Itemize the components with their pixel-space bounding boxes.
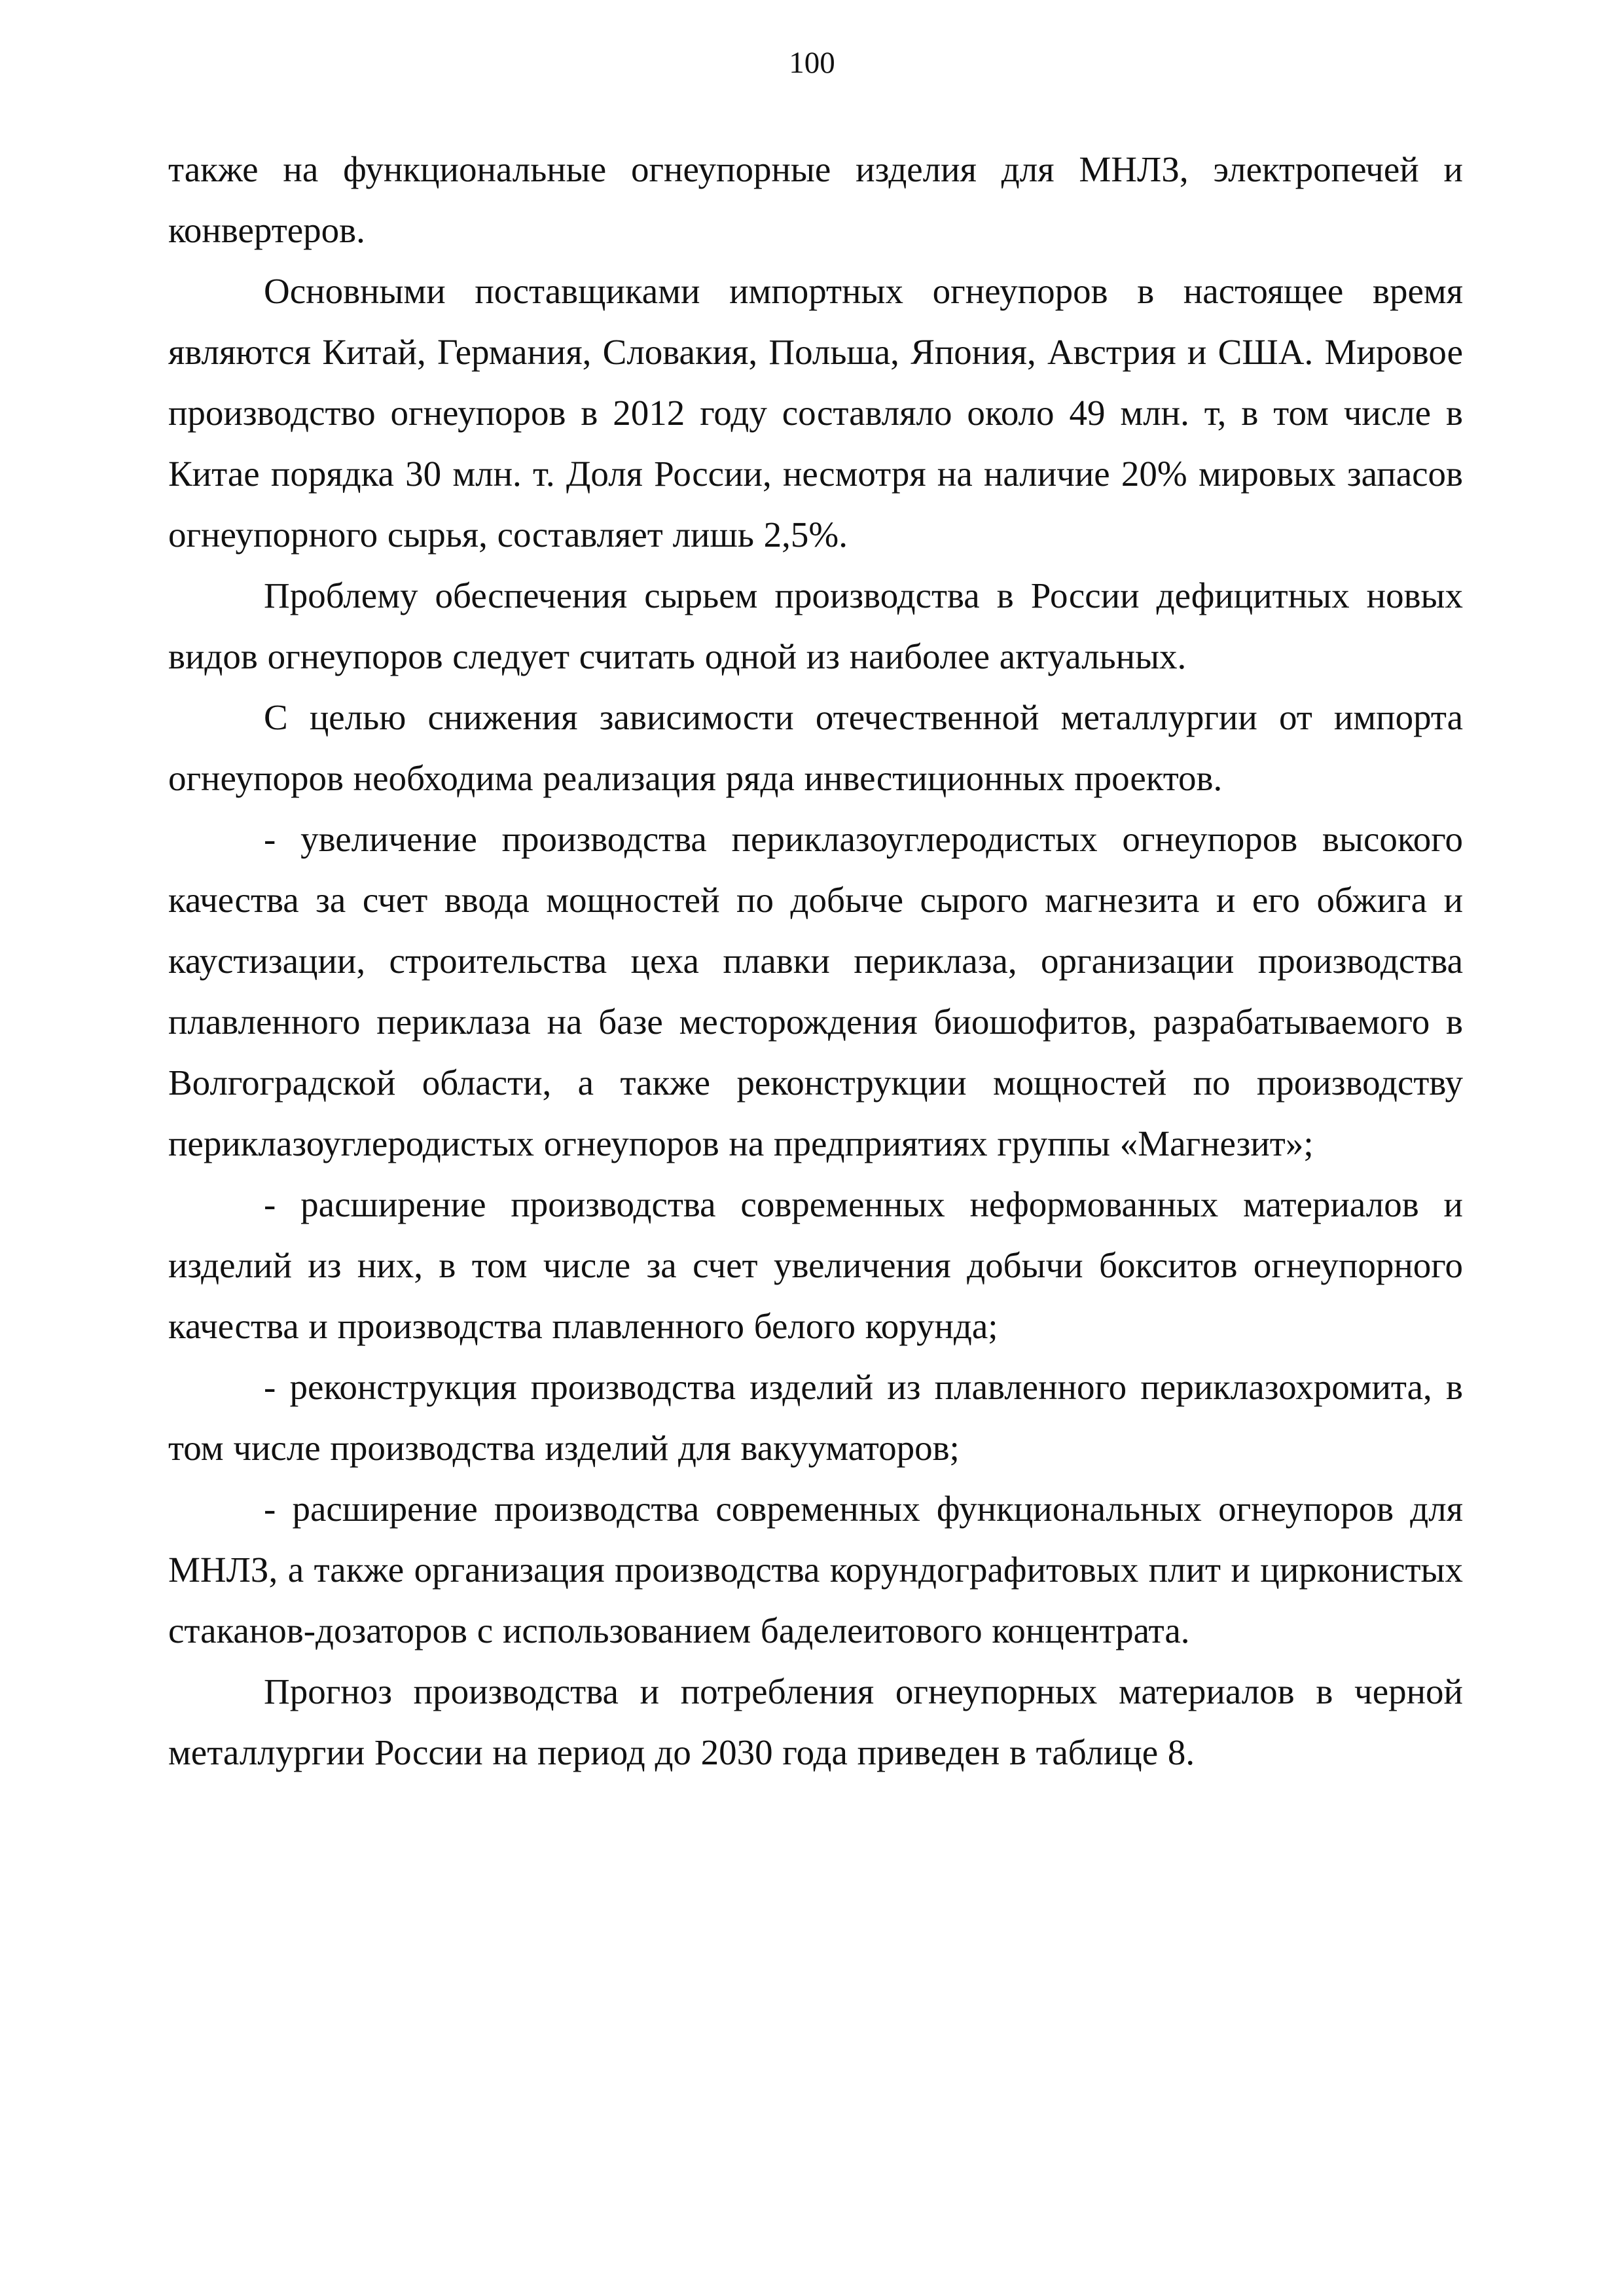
paragraph-goal: С целью снижения зависимости отечественной металлургии от импорта огнеупоров необходима реализация ряда инвестиционных проектов.: [168, 697, 1463, 798]
list-item-periclase-carbon: - увеличение производства периклазоуглеродистых огнеупоров высокого качества за счет ввода мощностей по добыче сырого магнезита и его обжига и каустизации, строительства цеха плавки периклаза, организации производства плавленного периклаза на базе месторождения биошофитов, разрабатываемого в Волгоградской области, а также реконструкции мощностей по производству периклазоуглеродистых огнеупоров на предприятиях группы «Магнезит»;: [168, 819, 1463, 1163]
list-item-periclase-chromite: - реконструкция производства изделий из плавленного периклазохромита, в том числе производства изделий для вакууматоров;: [168, 1367, 1463, 1468]
paragraph-continued: также на функциональные огнеупорные изделия для МНЛЗ, электропечей и конвертеров.: [168, 149, 1463, 250]
list-item-functional-refractories: - расширение производства современных функциональных огнеупоров для МНЛЗ, а также организация производства корундографитовых плит и цирконистых стаканов-дозаторов с использованием баделеитового концентрата.: [168, 1489, 1463, 1650]
paragraph-suppliers: Основными поставщиками импортных огнеупоров в настоящее время являются Китай, Германия, Словакия, Польша, Япония, Австрия и США. Мировое производство огнеупоров в 2012 году составляло около 49 млн. т, в том числе в Китае порядка 30 млн. т. Доля России, несмотря на наличие 20% мировых запасов огнеупорного сырья, составляет лишь 2,5%.: [168, 271, 1463, 555]
paragraph-problem: Проблему обеспечения сырьем производства в России дефицитных новых видов огнеупоров следует считать одной из наиболее актуальных.: [168, 575, 1463, 676]
list-item-unshaped-materials: - расширение производства современных неформованных материалов и изделий из них, в том числе за счет увеличения добычи бокситов огнеупорного качества и производства плавленного белого корунда;: [168, 1184, 1463, 1346]
page-body: [168, 139, 1463, 1783]
page-number: 100: [789, 46, 835, 80]
paragraph-forecast: Прогноз производства и потребления огнеупорных материалов в черной металлургии России на период до 2030 года приведен в таблице 8.: [168, 1671, 1463, 1772]
